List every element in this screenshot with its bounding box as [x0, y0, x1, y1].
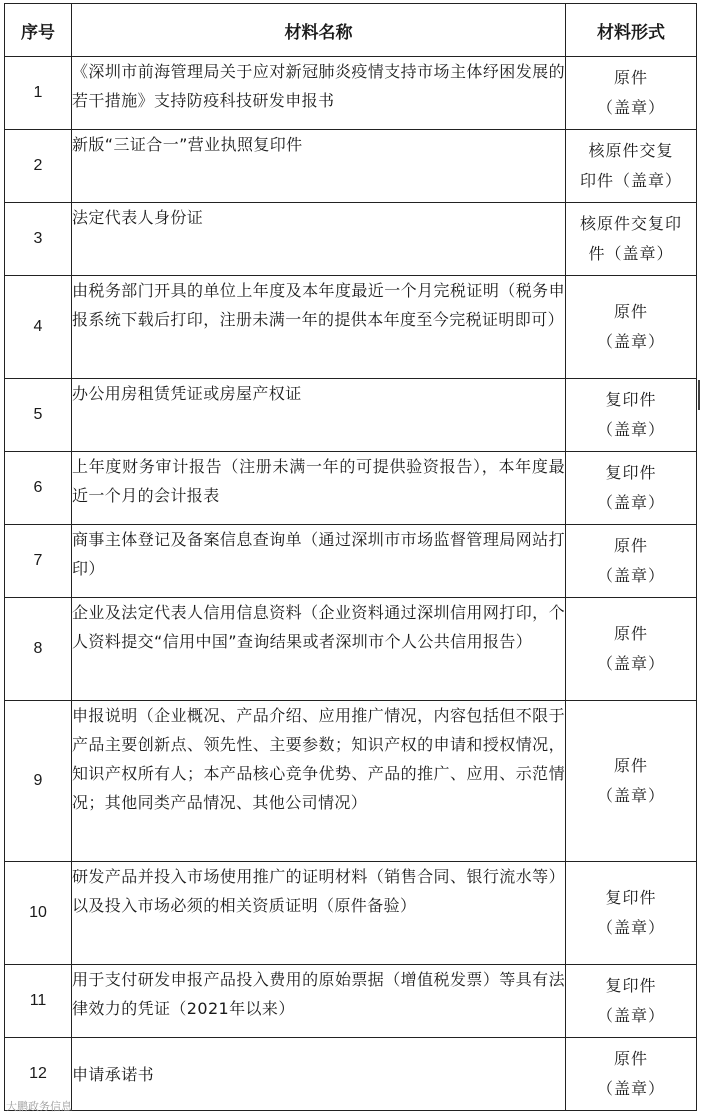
- row-material-name: 商事主体登记及备案信息查询单（通过深圳市市场监督管理局网站打印）: [72, 525, 566, 598]
- row-index: 6: [5, 452, 72, 525]
- form-line-2: 件（盖章）: [588, 244, 674, 263]
- form-line-1: 原件: [613, 756, 648, 775]
- row-material-form: [566, 452, 697, 525]
- table-row: [5, 452, 697, 525]
- header-index: 序号: [5, 4, 72, 57]
- header-form: 材料形式: [566, 4, 697, 57]
- row-material-form: [566, 862, 697, 965]
- form-line-2: （盖章）: [596, 493, 665, 512]
- row-material-name: 研发产品并投入市场使用推广的证明材料（销售合同、银行流水等）以及投入市场必须的相关资质证明（原件备验）: [72, 862, 566, 965]
- form-line-2: 印件（盖章）: [579, 171, 682, 190]
- form-line-1: 复印件: [605, 976, 657, 995]
- form-line-2: （盖章）: [596, 566, 665, 585]
- form-line-1: 原件: [613, 1049, 648, 1068]
- table-row: [5, 965, 697, 1038]
- row-material-form: [566, 525, 697, 598]
- row-index: 7: [5, 525, 72, 598]
- form-line-1: 原件: [613, 68, 648, 87]
- form-line-2: （盖章）: [596, 918, 665, 937]
- form-line-2: （盖章）: [596, 98, 665, 117]
- row-material-name: 法定代表人身份证: [72, 203, 566, 276]
- form-line-2: （盖章）: [596, 1006, 665, 1025]
- form-line-1: 原件: [613, 302, 648, 321]
- row-material-form: [566, 598, 697, 701]
- table-row: [5, 130, 697, 203]
- table-row: [5, 379, 697, 452]
- row-index: 9: [5, 701, 72, 862]
- scan-edge-mark: [698, 380, 700, 410]
- row-material-form: [566, 965, 697, 1038]
- form-line-1: 原件: [613, 624, 648, 643]
- table-row: [5, 598, 697, 701]
- table-row: [5, 862, 697, 965]
- row-material-name: 办公用房租赁凭证或房屋产权证: [72, 379, 566, 452]
- form-line-2: （盖章）: [596, 420, 665, 439]
- row-material-name: 由税务部门开具的单位上年度及本年度最近一个月完税证明（税务申报系统下载后打印，注册未满一年的提供本年度至今完税证明即可）: [72, 276, 566, 379]
- row-index: 4: [5, 276, 72, 379]
- form-line-1: 复印件: [605, 888, 657, 907]
- row-material-name: 新版“三证合一”营业执照复印件: [72, 130, 566, 203]
- table-row: [5, 276, 697, 379]
- row-material-name: 申请承诺书: [72, 1038, 566, 1111]
- row-material-name: 申报说明（企业概况、产品介绍、应用推广情况，内容包括但不限于产品主要创新点、领先性、主要参数；知识产权的申请和授权情况，知识产权所有人；本产品核心竞争优势、产品的推广、应用、示范情况；其他同类产品情况、其他公司情况）: [72, 701, 566, 862]
- row-index: 5: [5, 379, 72, 452]
- row-material-form: [566, 701, 697, 862]
- table-row: [5, 203, 697, 276]
- form-line-2: （盖章）: [596, 332, 665, 351]
- table-row: [5, 701, 697, 862]
- form-line-1: 核原件交复印: [579, 214, 682, 233]
- row-material-name: 《深圳市前海管理局关于应对新冠肺炎疫情支持市场主体纾困发展的若干措施》支持防疫科技研发申报书: [72, 57, 566, 130]
- table-header-row: [5, 4, 697, 57]
- row-index: 10: [5, 862, 72, 965]
- form-line-2: （盖章）: [596, 1079, 665, 1098]
- row-material-form: [566, 276, 697, 379]
- row-material-name: 企业及法定代表人信用信息资料（企业资料通过深圳信用网打印，个人资料提交“信用中国”查询结果或者深圳市个人公共信用报告）: [72, 598, 566, 701]
- row-index: 3: [5, 203, 72, 276]
- row-material-form: [566, 130, 697, 203]
- row-material-form: [566, 57, 697, 130]
- row-material-name: 用于支付研发申报产品投入费用的原始票据（增值税发票）等具有法律效力的凭证（2021年以来）: [72, 965, 566, 1038]
- row-index: 2: [5, 130, 72, 203]
- row-index: 11: [5, 965, 72, 1038]
- form-line-2: （盖章）: [596, 654, 665, 673]
- table-row: [5, 525, 697, 598]
- materials-table: [4, 3, 697, 1111]
- form-line-1: 复印件: [605, 463, 657, 482]
- row-material-name: 上年度财务审计报告（注册未满一年的可提供验资报告），本年度最近一个月的会计报表: [72, 452, 566, 525]
- row-index: 1: [5, 57, 72, 130]
- row-material-form: [566, 1038, 697, 1111]
- table-row: [5, 57, 697, 130]
- row-index: 12: [5, 1038, 72, 1111]
- row-material-form: [566, 379, 697, 452]
- watermark: 大鹏政务信息: [6, 1100, 72, 1113]
- form-line-1: 原件: [613, 536, 648, 555]
- table-row: [5, 1038, 697, 1111]
- row-material-form: [566, 203, 697, 276]
- header-name: 材料名称: [72, 4, 566, 57]
- form-line-2: （盖章）: [596, 786, 665, 805]
- row-index: 8: [5, 598, 72, 701]
- form-line-1: 复印件: [605, 390, 657, 409]
- form-line-1: 核原件交复: [588, 141, 674, 160]
